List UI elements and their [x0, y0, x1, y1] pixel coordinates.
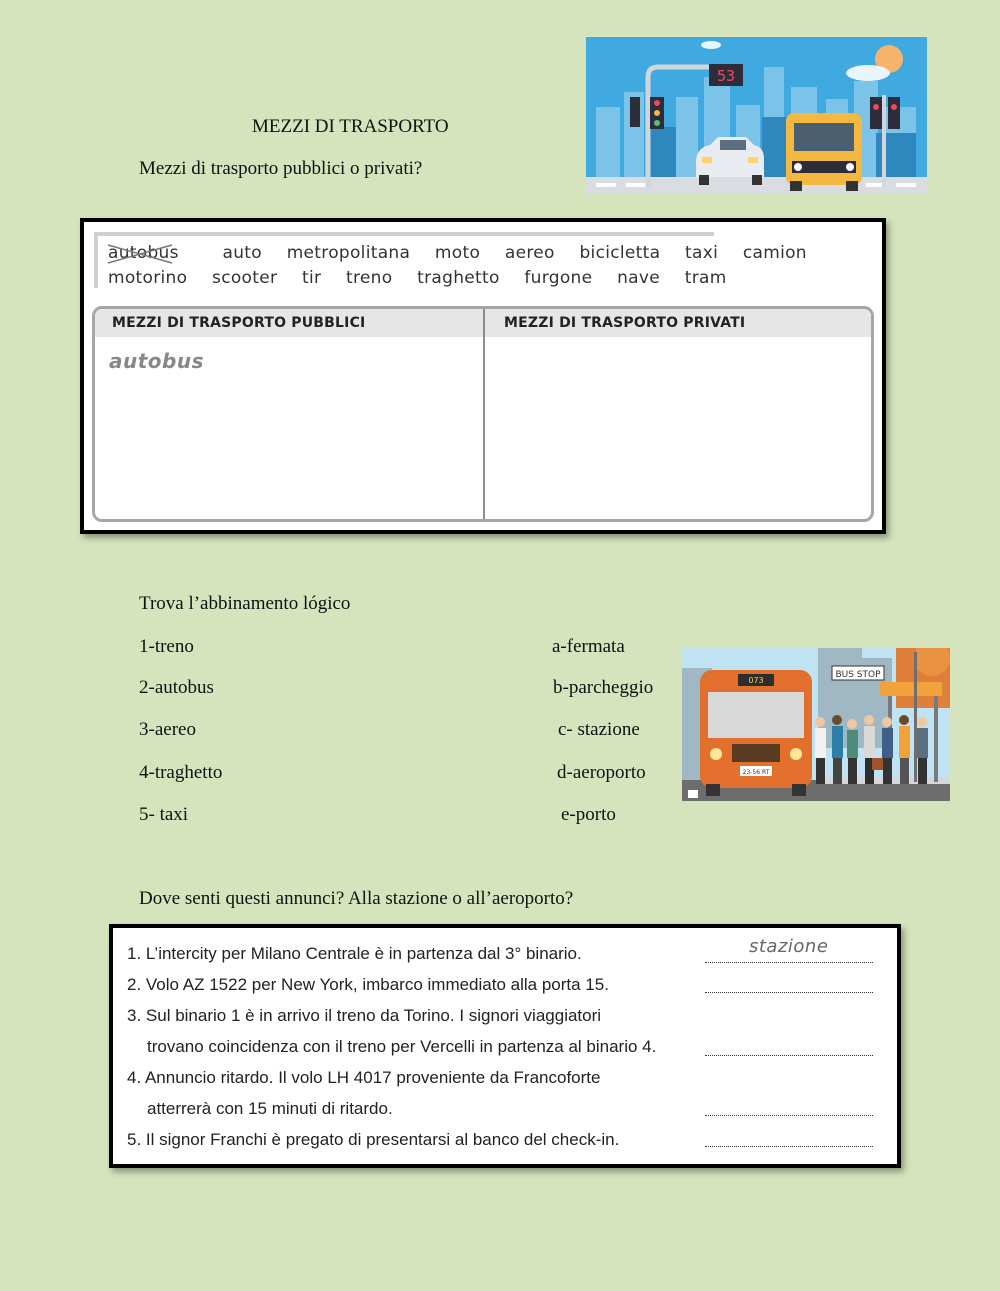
word-bank-item: aereo — [504, 243, 555, 263]
word-bank-row-2 — [108, 268, 746, 288]
word-bank-item: tram — [684, 268, 727, 288]
answer-area-private[interactable] — [491, 341, 863, 509]
matching-right-item[interactable]: e-porto — [561, 804, 616, 825]
bus-number: 073 — [748, 676, 764, 685]
word-bank-item: furgone — [524, 268, 593, 288]
classification-table — [92, 306, 874, 522]
matching-left-item[interactable]: 1-treno — [139, 636, 194, 657]
announcement-line: 3. Sul binario 1 è in arrivo il treno da Torino. I signori viaggiatori — [127, 1006, 602, 1025]
page-title: MEZZI DI TRASPORTO — [252, 116, 449, 137]
column-header-public: MEZZI DI TRASPORTO PUBBLICI — [112, 315, 366, 331]
answer-line[interactable] — [705, 961, 873, 963]
subtitle: Mezzi di trasporto pubblici o privati? — [139, 158, 423, 179]
word-bank-item: autobus — [108, 243, 204, 263]
word-bank-row-1 — [108, 243, 826, 263]
matching-left-item[interactable]: 4-traghetto — [139, 762, 223, 783]
example-answer: stazione — [749, 936, 829, 957]
announcement-line: 1. L’intercity per Milano Centrale è in partenza dal 3° binario. — [127, 944, 582, 963]
word-bank-item: moto — [434, 243, 481, 263]
bus-stop-sign: BUS STOP — [835, 670, 881, 680]
word-bank-item: tir — [302, 268, 322, 288]
word-bank-item: taxi — [685, 243, 719, 263]
matching-right-item[interactable]: d-aeroporto — [557, 762, 646, 783]
announcements-exercise — [109, 924, 901, 1168]
bus-plate: 23-56 RT — [742, 769, 770, 776]
answer-line[interactable] — [705, 1145, 873, 1147]
answer-line[interactable] — [705, 1054, 873, 1056]
word-bank-item: scooter — [212, 268, 278, 288]
matching-left-item[interactable]: 3-aereo — [139, 719, 196, 740]
sign-number: 53 — [716, 67, 736, 85]
announcement-line: 5. Il signor Franchi è pregato di presentarsi al banco del check-in. — [127, 1130, 620, 1149]
word-bank-item: auto — [222, 243, 262, 263]
matching-left-item[interactable]: 5- taxi — [139, 804, 189, 825]
word-bank-item: motorino — [108, 268, 188, 288]
answer-area-public[interactable] — [101, 359, 475, 509]
word-bank-item: bicicletta — [579, 243, 661, 263]
word-bank-item: metropolitana — [286, 243, 411, 263]
announcement-line: 2. Volo AZ 1522 per New York, imbarco immediato alla porta 15. — [127, 975, 609, 994]
example-answer-public: autobus — [109, 349, 204, 373]
word-bank-item: nave — [617, 268, 661, 288]
announcement-line: 4. Annuncio ritardo. Il volo LH 4017 proveniente da Francoforte — [127, 1068, 601, 1087]
announcements-heading: Dove senti questi annunci? Alla stazione o all’aeroporto? — [139, 888, 574, 909]
word-bank-item: traghetto — [417, 268, 500, 288]
matching-right-item[interactable]: b-parcheggio — [553, 677, 654, 698]
traffic-illustration — [586, 37, 927, 193]
bus-stop-illustration — [682, 648, 950, 801]
matching-right-item[interactable]: a-fermata — [552, 636, 625, 657]
matching-right-item[interactable]: c- stazione — [558, 719, 640, 740]
word-bank-item: treno — [346, 268, 393, 288]
matching-left-item[interactable]: 2-autobus — [139, 677, 214, 698]
announcement-line: atterrerà con 15 minuti di ritardo. — [147, 1099, 393, 1118]
crossed-out-mark — [106, 241, 176, 267]
answer-line[interactable] — [705, 1114, 873, 1116]
answer-line[interactable] — [705, 991, 873, 993]
matching-heading: Trova l’abbinamento lógico — [139, 593, 351, 614]
announcement-line: trovano coincidenza con il treno per Vercelli in partenza al binario 4. — [147, 1037, 657, 1056]
column-header-private: MEZZI DI TRASPORTO PRIVATI — [504, 315, 746, 331]
word-bank-exercise — [80, 218, 886, 534]
word-bank-item: camion — [742, 243, 807, 263]
column-divider — [483, 309, 485, 519]
